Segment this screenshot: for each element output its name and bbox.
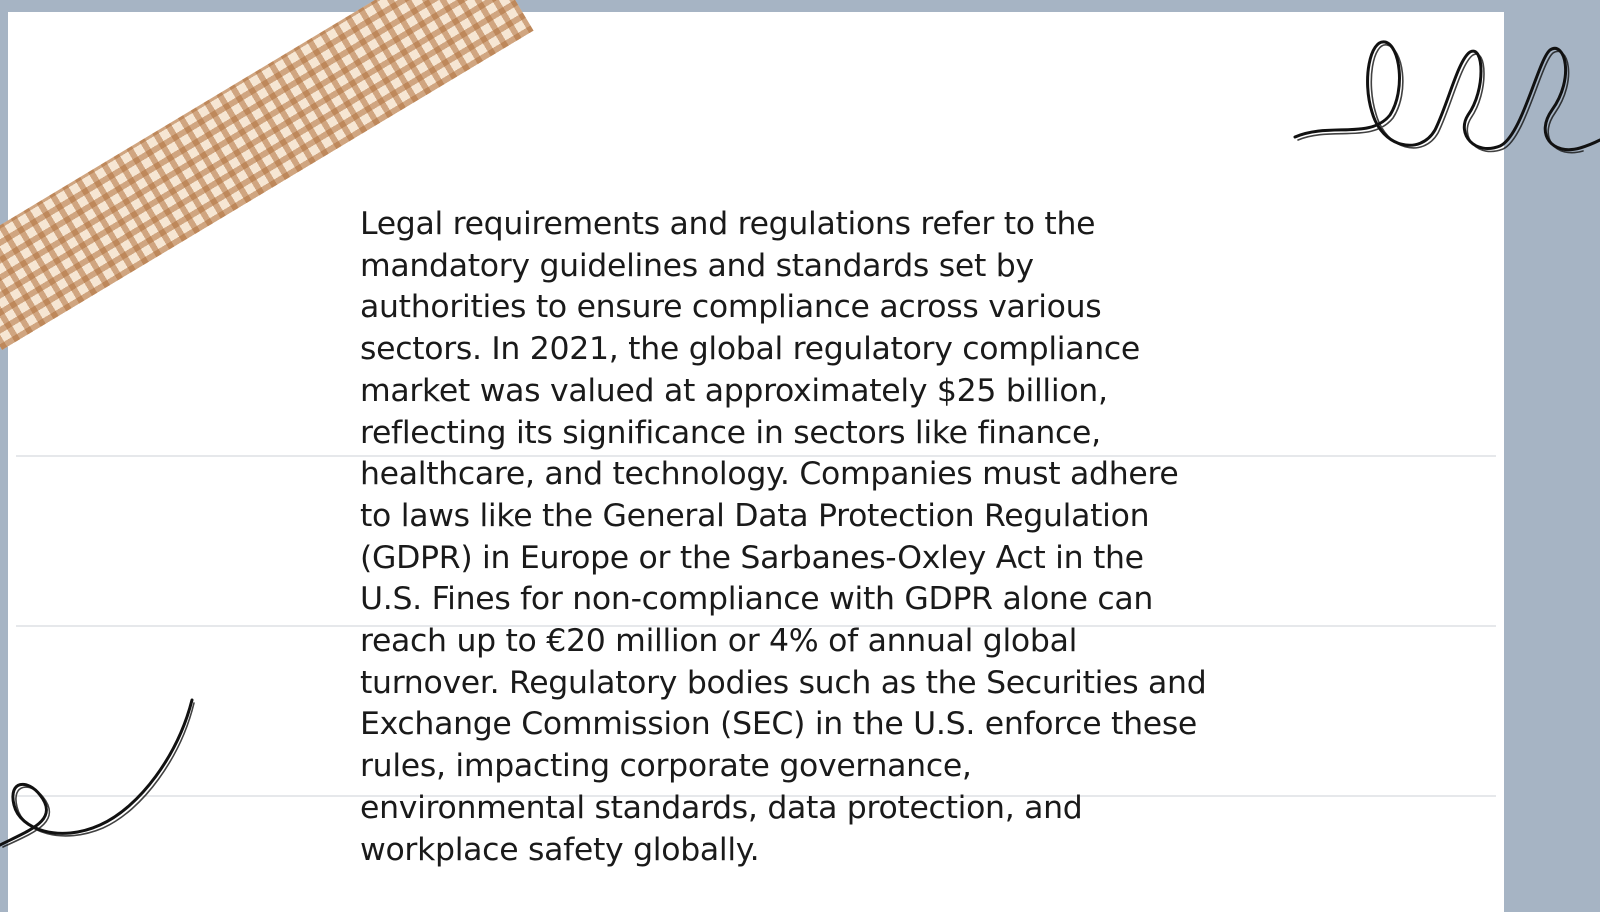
swirl-scribble-icon (0, 695, 200, 855)
loop-scribble-icon (1290, 30, 1600, 170)
body-paragraph: Legal requirements and regulations refer to the mandatory guidelines and standards set by authorities to ensure compliance across various sectors. In 2021, the global regulatory compliance market was valued at approximately $25 billion, reflecting its significance in sectors like finance, healthcare, and technology. Companies must adhere to laws like the General Data Protection Regulation (GDPR) in Europe or the Sarbanes-Oxley Act in the U.S. Fines for non-compliance with GDPR alone can reach up to €20 million or 4% of annual global turnover. Regulatory bodies such as the Securities and Exchange Commission (SEC) in the U.S. enforce these rules, impacting corporate governance, environmental standards, data protection, and workplace safety globally. (360, 206, 1207, 868)
